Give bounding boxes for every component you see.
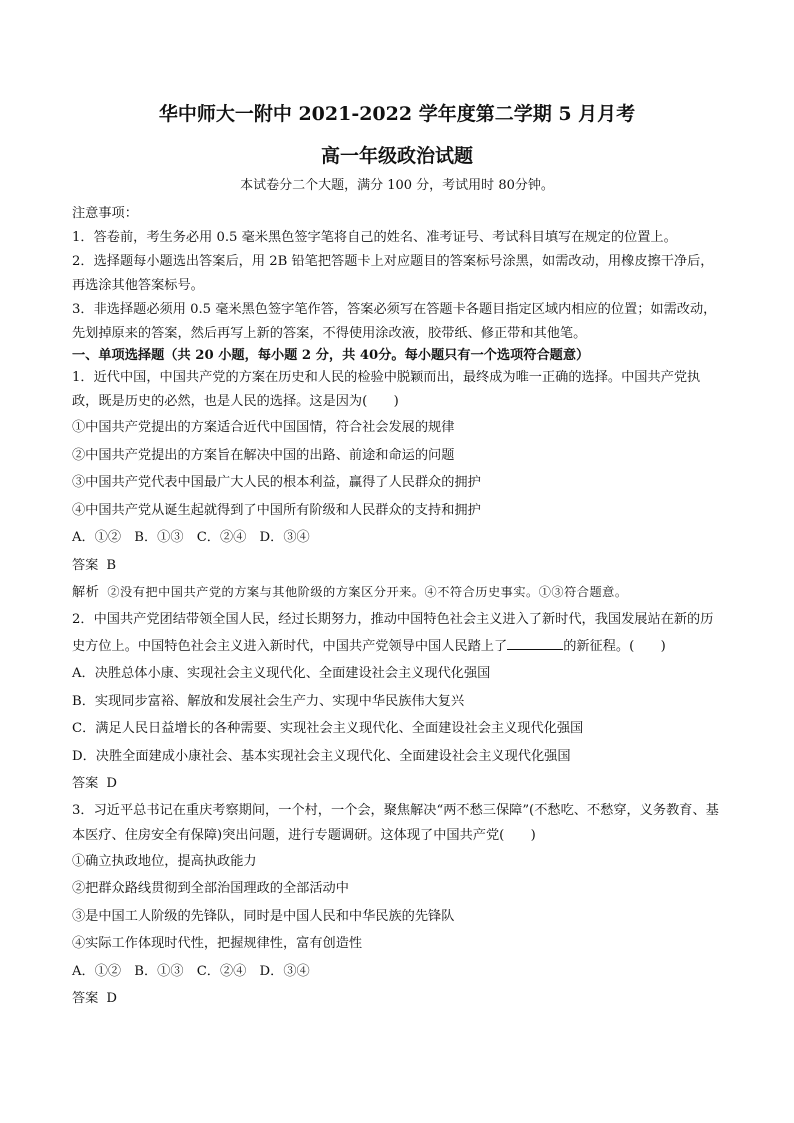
answer-label: 答案 [72, 991, 99, 1006]
question-stem [72, 606, 722, 660]
fill-blank [507, 635, 563, 650]
option-c: C．满足人民日益增长的各种需要、实现社会主义现代化、全面建设社会主义现代化强国 [72, 721, 584, 736]
exam-title: 华中师大一附中 2021-2022 学年度第二学期 5 月月考 [158, 103, 636, 125]
notice-item: 2．选择题每小题选出答案后，用 2B 铅笔把答题卡上对应题目的答案标号涂黑，如需改动，用橡皮擦干净后，再选涂其他答案标号。 [72, 254, 714, 293]
question-choices: A．①② B．①③ C．②④ D．③④ [72, 530, 310, 545]
question-1 [72, 366, 722, 606]
answer-label: 答案 [72, 776, 99, 791]
answer-value: D [106, 991, 117, 1006]
answer-label: 答案 [72, 557, 99, 573]
notice-item: 1．答卷前，考生务必用 0.5 毫米黑色签字笔将自己的姓名、准考证号、考试科目填写在规定的位置上。 [72, 230, 677, 245]
question-stem-part-a: 2．中国共产党团结带领全国人民，经过长期努力，推动中国特色社会主义进入了新时代，我国发展站在新的历史方位上。中国特色社会主义进入新时代，中国共产党领导中国人民踏上了 [72, 612, 714, 654]
question-item: ①中国共产党提出的方案适合近代中国国情，符合社会发展的规律 [72, 420, 455, 435]
question-item: ③是中国工人阶级的先锋队，同时是中国人民和中华民族的先锋队 [72, 908, 455, 924]
question-stem-part-b: 的新征程。( ) [563, 639, 666, 654]
notice-item: 3．非选择题必须用 0.5 毫米黑色签字笔作答，答案必须写在答题卡各题目指定区域内相应的位置；如需改动，先划掉原来的答案，然后再写上新的答案，不得使用涂改液，胶带纸、修正带和其他笔。 [72, 302, 717, 341]
notice-block [72, 202, 722, 346]
exam-page [72, 100, 722, 1013]
question-item: ②把群众路线贯彻到全部治国理政的全部活动中 [72, 881, 349, 896]
question-item: ②中国共产党提出的方案旨在解决中国的出路、前途和命运的问题 [72, 447, 455, 463]
question-choices: A．①② B．①③ C．②④ D．③④ [72, 963, 310, 979]
question-item: ①确立执政地位，提高执政能力 [72, 853, 257, 869]
explanation-label: 解析 [72, 585, 100, 600]
notice-heading: 注意事项： [72, 206, 138, 221]
question-stem: 1．近代中国，中国共产党的方案在历史和人民的检验中脱颖而出，最终成为唯一正确的选择。中国共产党执政，既是历史的必然，也是人民的选择。这是因为( ) [72, 370, 701, 409]
section-heading: 一、单项选择题（共 20 小题，每小题 2 分，共 40分。每小题只有一个选项符合题意） [72, 348, 590, 363]
question-item: ④中国共产党从诞生起就得到了中国所有阶级和人民群众的支持和拥护 [72, 502, 481, 518]
answer-line [72, 770, 722, 798]
question-stem: 3．习近平总书记在重庆考察期间，一个村，一个会，聚焦解决“两不愁三保障”(不愁吃、不愁穿，义务教育、基本医疗、住房安全有保障)突出问题，进行专题调研。这体现了中国共产党( ) [72, 802, 719, 843]
answer-line [72, 985, 722, 1013]
question-2 [72, 606, 722, 798]
answer-line [72, 552, 722, 580]
exam-subtitle: 高一年级政治试题 [320, 145, 473, 167]
option-a: A．决胜总体小康、实现社会主义现代化、全面建设社会主义现代化强国 [72, 666, 491, 681]
explanation-line [72, 579, 722, 606]
question-item: ③中国共产党代表中国最广大人民的根本利益，赢得了人民群众的拥护 [72, 475, 481, 490]
answer-value: B [106, 557, 117, 573]
explanation-text: ②没有把中国共产党的方案与其他阶级的方案区分开来。④不符合历史事实。①③符合题意。 [107, 585, 628, 599]
question-item: ④实际工作体现时代性，把握规律性，富有创造性 [72, 936, 363, 951]
exam-intro: 本试卷分二个大题，满分 100 分，考试用时 80分钟。 [240, 178, 554, 193]
option-b: B．实现同步富裕、解放和发展社会生产力、实现中华民族伟大复兴 [72, 693, 465, 709]
question-3 [72, 798, 722, 1013]
answer-value: D [106, 776, 117, 791]
option-d: D．决胜全面建成小康社会、基本实现社会主义现代化、全面建设社会主义现代化强国 [72, 748, 571, 764]
